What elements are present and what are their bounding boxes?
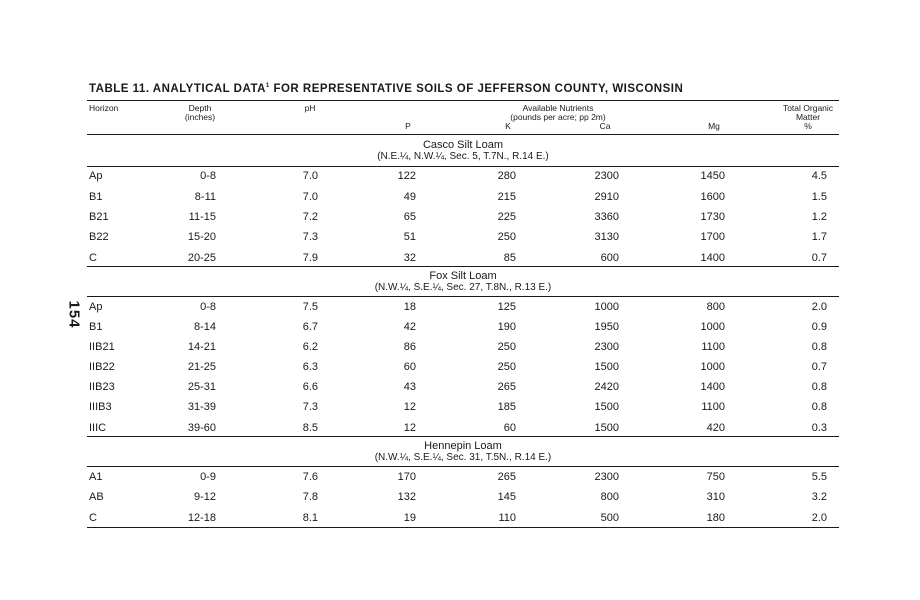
cell-p: 12 bbox=[403, 401, 416, 413]
cell-depth: 9-12 bbox=[193, 491, 216, 503]
section-title bbox=[375, 270, 552, 293]
cell-om: 1.5 bbox=[811, 191, 827, 203]
section-top-rule bbox=[87, 266, 839, 267]
cell-ca: 500 bbox=[600, 512, 619, 524]
cell-depth: 8-14 bbox=[193, 321, 216, 333]
cell-ph: 7.8 bbox=[302, 491, 318, 503]
header-nutrients-unit: (pounds per acre; pp 2m) bbox=[510, 112, 606, 122]
cell-k: 215 bbox=[497, 191, 516, 203]
header-top-rule bbox=[87, 100, 839, 101]
cell-mg: 1000 bbox=[700, 321, 725, 333]
table-row bbox=[0, 471, 920, 485]
table-row bbox=[0, 231, 920, 245]
cell-ca: 800 bbox=[600, 491, 619, 503]
cell-ca: 3130 bbox=[594, 231, 619, 243]
section-title bbox=[377, 139, 549, 162]
cell-ca: 1000 bbox=[594, 301, 619, 313]
header-p: P bbox=[405, 121, 411, 131]
cell-horizon: A1 bbox=[89, 471, 103, 483]
header-om-2: Matter bbox=[795, 112, 821, 122]
table-title-rest: FOR REPRESENTATIVE SOILS OF JEFFERSON COUNTY, WISCONSIN bbox=[269, 83, 684, 95]
cell-horizon: B1 bbox=[89, 321, 103, 333]
table-row bbox=[0, 401, 920, 415]
cell-ca: 2420 bbox=[594, 381, 619, 393]
cell-om: 0.8 bbox=[811, 381, 827, 393]
cell-depth: 15-20 bbox=[187, 231, 216, 243]
table-row bbox=[0, 361, 920, 375]
cell-mg: 1700 bbox=[700, 231, 725, 243]
cell-ph: 7.6 bbox=[302, 471, 318, 483]
cell-p: 42 bbox=[403, 321, 416, 333]
cell-k: 60 bbox=[503, 422, 516, 434]
cell-ph: 6.2 bbox=[302, 341, 318, 353]
cell-om: 0.9 bbox=[811, 321, 827, 333]
cell-om: 2.0 bbox=[811, 301, 827, 313]
cell-horizon: Ap bbox=[89, 170, 103, 182]
cell-ph: 8.5 bbox=[302, 422, 318, 434]
cell-ph: 7.0 bbox=[302, 170, 318, 182]
cell-ph: 7.5 bbox=[302, 301, 318, 313]
cell-ca: 600 bbox=[600, 252, 619, 264]
cell-horizon: IIIB3 bbox=[89, 401, 112, 413]
cell-p: 49 bbox=[403, 191, 416, 203]
cell-mg: 1100 bbox=[701, 401, 725, 413]
header-bottom-rule bbox=[87, 134, 839, 135]
cell-mg: 1600 bbox=[700, 191, 725, 203]
cell-k: 250 bbox=[497, 231, 516, 243]
cell-mg: 750 bbox=[706, 471, 725, 483]
section-title-rule bbox=[87, 166, 839, 167]
section-location: (N.W.¼, S.E.¼, Sec. 31, T.5N., R.14 E.) bbox=[374, 452, 552, 463]
cell-depth: 25-31 bbox=[187, 381, 216, 393]
cell-k: 250 bbox=[497, 361, 516, 373]
cell-horizon: IIIC bbox=[89, 422, 107, 434]
header-ph: pH bbox=[304, 103, 316, 113]
header-horizon: Horizon bbox=[89, 103, 119, 113]
table-row bbox=[0, 301, 920, 315]
cell-ph: 6.3 bbox=[302, 361, 318, 373]
cell-om: 0.7 bbox=[811, 252, 827, 264]
table-row bbox=[0, 422, 920, 436]
cell-depth: 39-60 bbox=[187, 422, 216, 434]
cell-p: 170 bbox=[397, 471, 416, 483]
section-location: (N.E.¼, N.W.¼, Sec. 5, T.7N., R.14 E.) bbox=[377, 151, 549, 162]
cell-p: 86 bbox=[403, 341, 416, 353]
cell-k: 85 bbox=[503, 252, 516, 264]
cell-ca: 1500 bbox=[594, 361, 619, 373]
cell-om: 2.0 bbox=[811, 512, 827, 524]
section-title-rule bbox=[87, 466, 839, 467]
table-title-main: TABLE 11. ANALYTICAL DATA bbox=[89, 83, 266, 95]
cell-ph: 8.1 bbox=[302, 512, 318, 524]
cell-depth: 12-18 bbox=[187, 512, 216, 524]
cell-ph: 7.3 bbox=[302, 401, 318, 413]
cell-depth: 0-8 bbox=[200, 301, 216, 313]
cell-om: 4.5 bbox=[811, 170, 827, 182]
cell-k: 225 bbox=[497, 211, 516, 223]
table-title bbox=[89, 83, 683, 95]
cell-mg: 800 bbox=[706, 301, 725, 313]
header-mg: Mg bbox=[708, 121, 720, 131]
cell-ph: 7.9 bbox=[302, 252, 318, 264]
header-depth: Depth bbox=[188, 103, 212, 113]
cell-p: 12 bbox=[403, 422, 416, 434]
cell-depth: 0-9 bbox=[200, 471, 216, 483]
cell-mg: 1450 bbox=[700, 170, 725, 182]
cell-horizon: B22 bbox=[89, 231, 109, 243]
table-row bbox=[0, 191, 920, 205]
cell-ca: 2300 bbox=[594, 471, 619, 483]
cell-p: 43 bbox=[403, 381, 416, 393]
cell-depth: 14-21 bbox=[187, 341, 216, 353]
cell-p: 32 bbox=[403, 252, 416, 264]
cell-k: 280 bbox=[497, 170, 516, 182]
cell-k: 250 bbox=[497, 341, 516, 353]
cell-ca: 1500 bbox=[594, 422, 619, 434]
cell-k: 185 bbox=[497, 401, 516, 413]
header-ca: Ca bbox=[599, 121, 611, 131]
header-depth-unit: (inches) bbox=[184, 112, 216, 122]
cell-k: 190 bbox=[497, 321, 516, 333]
cell-horizon: C bbox=[89, 512, 97, 524]
cell-om: 3.2 bbox=[811, 491, 827, 503]
cell-depth: 8-11 bbox=[194, 191, 216, 203]
page-number: 154 bbox=[65, 300, 83, 329]
section-name: Hennepin Loam bbox=[424, 440, 502, 452]
section-top-rule bbox=[87, 436, 839, 437]
cell-depth: 20-25 bbox=[187, 252, 216, 264]
cell-ph: 7.0 bbox=[302, 191, 318, 203]
cell-p: 51 bbox=[403, 231, 416, 243]
cell-mg: 1400 bbox=[700, 381, 725, 393]
cell-ca: 3360 bbox=[594, 211, 619, 223]
cell-om: 1.2 bbox=[811, 211, 827, 223]
cell-mg: 180 bbox=[706, 512, 725, 524]
cell-ca: 2300 bbox=[594, 170, 619, 182]
cell-horizon: IIB22 bbox=[89, 361, 115, 373]
cell-k: 125 bbox=[497, 301, 516, 313]
table-row bbox=[0, 252, 920, 266]
table-row bbox=[0, 491, 920, 505]
cell-ca: 2910 bbox=[594, 191, 619, 203]
cell-mg: 1100 bbox=[701, 341, 725, 353]
cell-horizon: B21 bbox=[89, 211, 109, 223]
cell-k: 265 bbox=[497, 381, 516, 393]
cell-mg: 1730 bbox=[700, 211, 725, 223]
cell-depth: 31-39 bbox=[187, 401, 216, 413]
cell-ph: 7.2 bbox=[302, 211, 318, 223]
cell-ca: 1950 bbox=[594, 321, 619, 333]
cell-horizon: AB bbox=[89, 491, 104, 503]
cell-om: 1.7 bbox=[811, 231, 827, 243]
section-name: Casco Silt Loam bbox=[422, 139, 504, 151]
table-bottom-rule bbox=[87, 527, 839, 528]
cell-k: 145 bbox=[497, 491, 516, 503]
cell-om: 0.8 bbox=[811, 341, 827, 353]
cell-ca: 1500 bbox=[594, 401, 619, 413]
cell-om: 0.3 bbox=[811, 422, 827, 434]
cell-depth: 21-25 bbox=[187, 361, 216, 373]
cell-horizon: IIB21 bbox=[89, 341, 115, 353]
header-k: K bbox=[505, 121, 511, 131]
cell-horizon: B1 bbox=[89, 191, 103, 203]
table-row bbox=[0, 170, 920, 184]
cell-p: 18 bbox=[403, 301, 416, 313]
table-row bbox=[0, 321, 920, 335]
cell-horizon: C bbox=[89, 252, 97, 264]
cell-horizon: IIB23 bbox=[89, 381, 115, 393]
cell-p: 132 bbox=[397, 491, 416, 503]
cell-p: 122 bbox=[397, 170, 416, 182]
header-om-1: Total Organic bbox=[782, 103, 834, 113]
cell-mg: 1000 bbox=[700, 361, 725, 373]
table-row bbox=[0, 381, 920, 395]
cell-om: 0.7 bbox=[811, 361, 827, 373]
section-location: (N.W.¼, S.E.¼, Sec. 27, T.8N., R.13 E.) bbox=[374, 282, 552, 293]
table-row bbox=[0, 341, 920, 355]
cell-om: 5.5 bbox=[811, 471, 827, 483]
footnote-mark: 1 bbox=[265, 83, 270, 90]
cell-mg: 310 bbox=[706, 491, 725, 503]
section-title bbox=[375, 440, 552, 463]
section-title-rule bbox=[87, 296, 839, 297]
header-om-3: % bbox=[804, 121, 812, 131]
cell-ph: 6.7 bbox=[302, 321, 318, 333]
cell-k: 110 bbox=[498, 512, 516, 524]
cell-mg: 420 bbox=[706, 422, 725, 434]
cell-depth: 11-15 bbox=[188, 211, 216, 223]
cell-ca: 2300 bbox=[594, 341, 619, 353]
cell-p: 60 bbox=[403, 361, 416, 373]
cell-om: 0.8 bbox=[811, 401, 827, 413]
section-name: Fox Silt Loam bbox=[429, 270, 497, 282]
cell-k: 265 bbox=[497, 471, 516, 483]
header-nutrients: Available Nutrients bbox=[522, 103, 594, 113]
cell-ph: 6.6 bbox=[302, 381, 318, 393]
cell-horizon: Ap bbox=[89, 301, 103, 313]
table-row bbox=[0, 512, 920, 526]
cell-p: 19 bbox=[403, 512, 416, 524]
cell-p: 65 bbox=[403, 211, 416, 223]
table-row bbox=[0, 211, 920, 225]
cell-ph: 7.3 bbox=[302, 231, 318, 243]
cell-depth: 0-8 bbox=[200, 170, 216, 182]
cell-mg: 1400 bbox=[700, 252, 725, 264]
